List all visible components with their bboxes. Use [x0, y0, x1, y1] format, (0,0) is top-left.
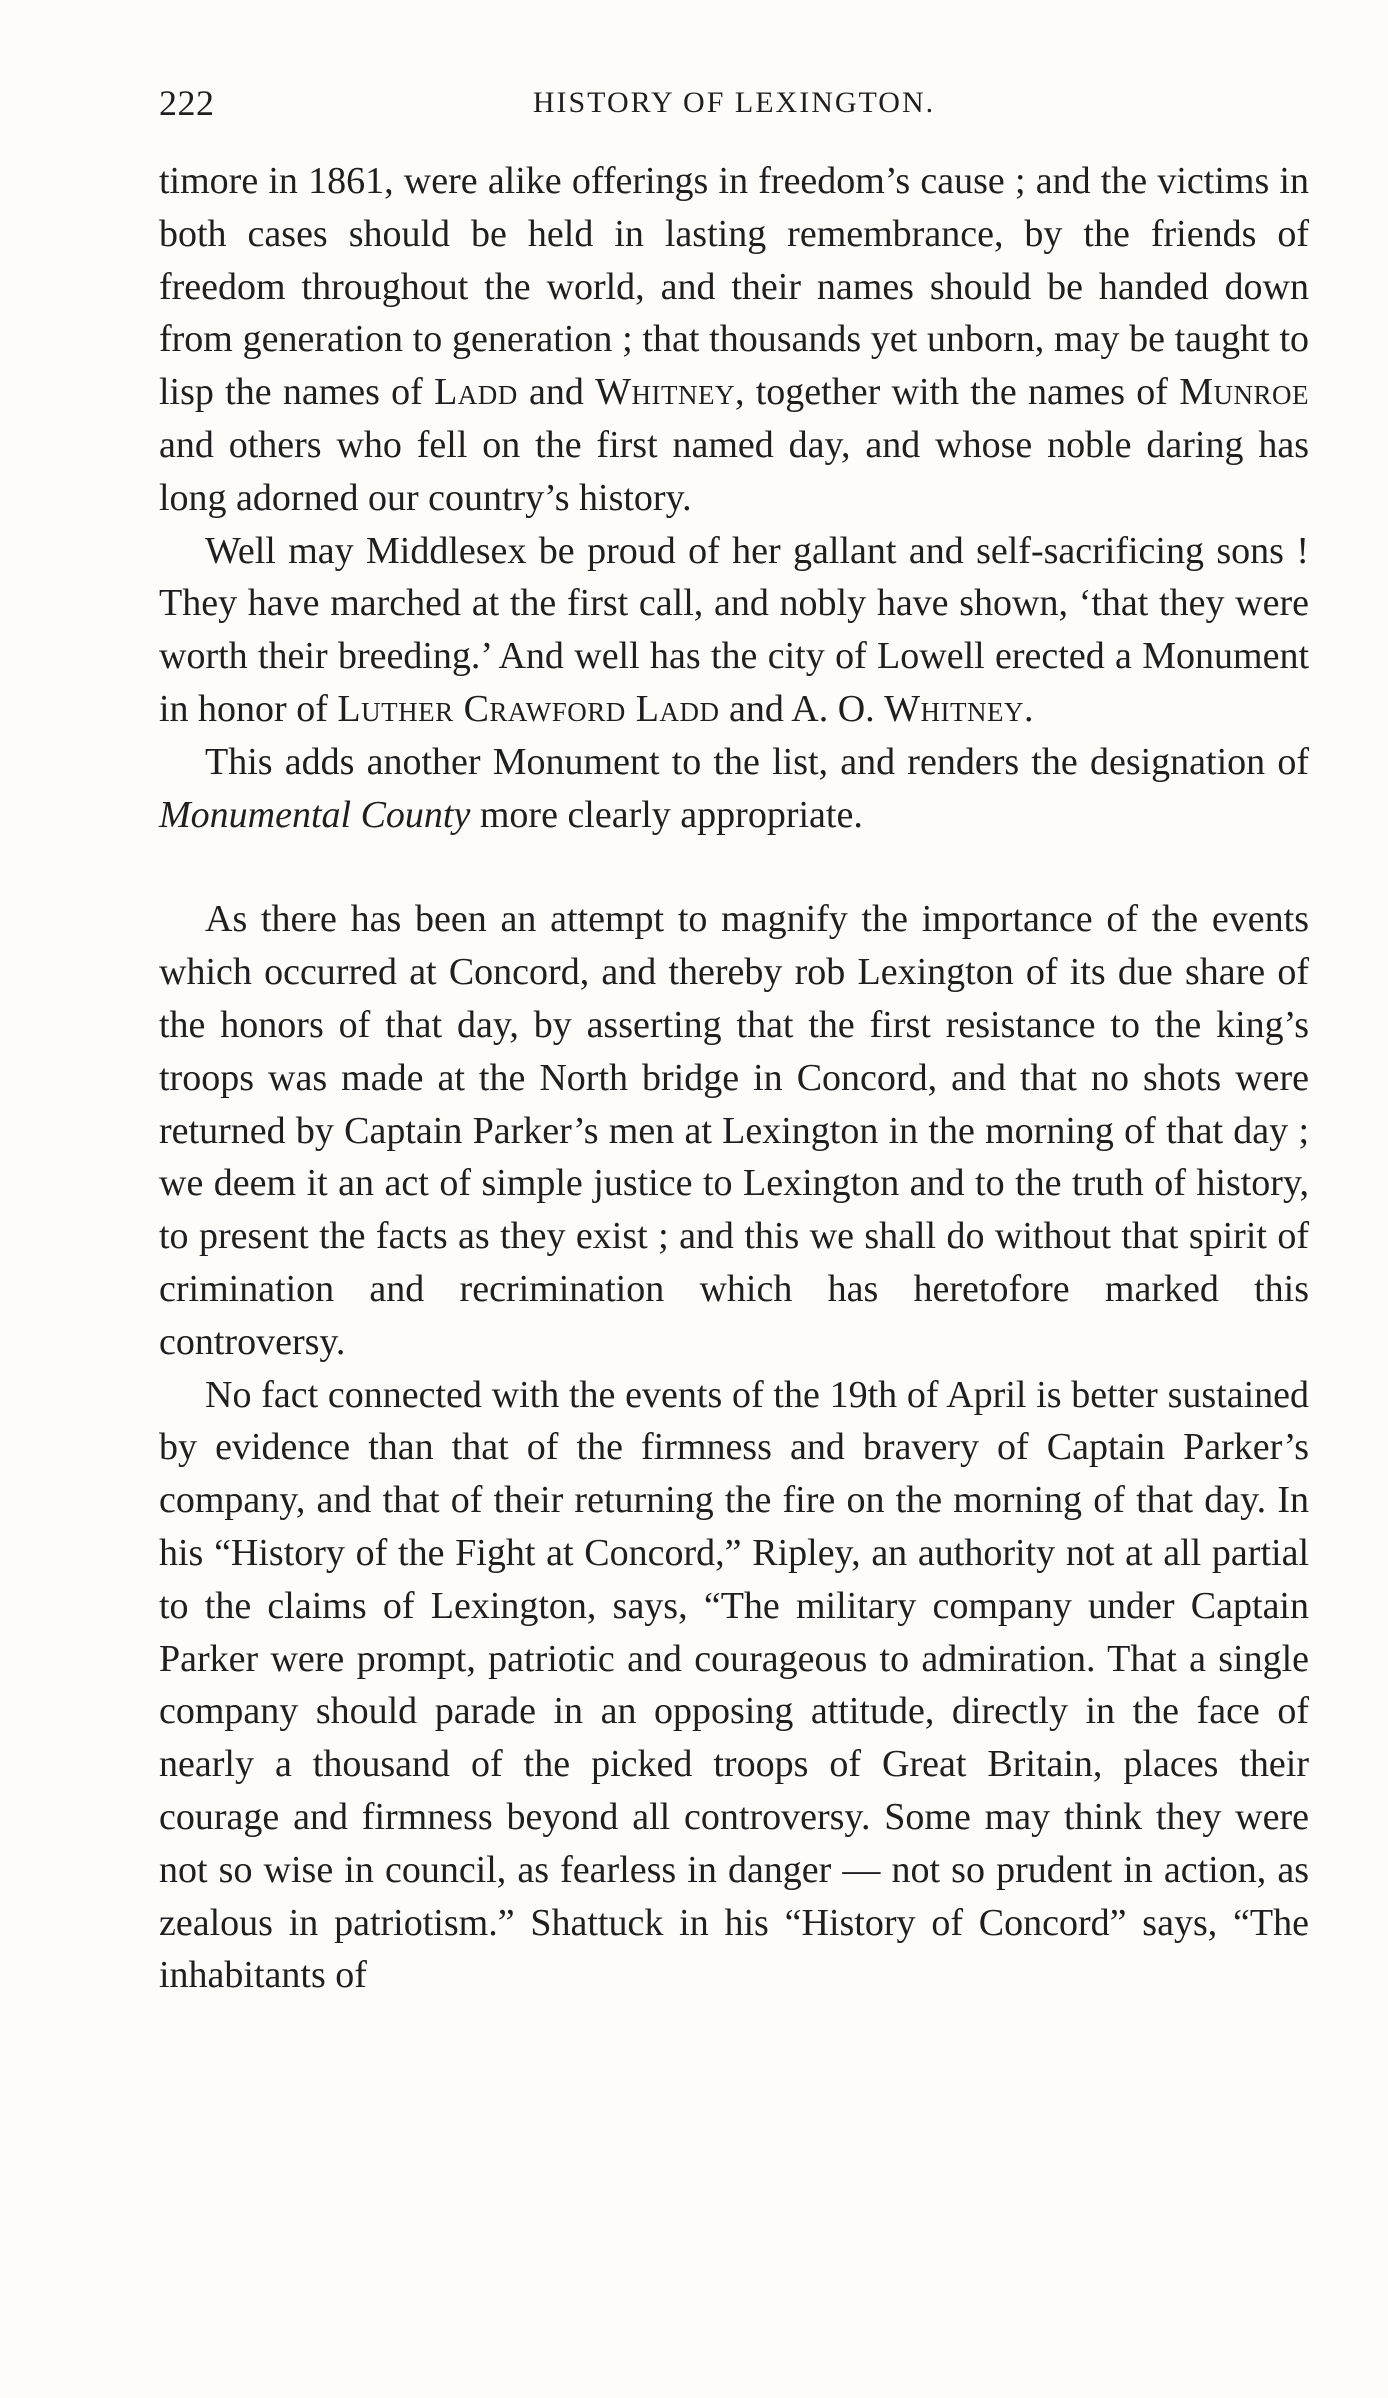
- text-run: .: [1023, 687, 1034, 730]
- text-run: timore in 1861, were alike offerings in freedom’s cause ; and the victims in both cases should be held in lasting remembrance, by the friends of freedom throughout the world, and their names should be handed down from generation to generation ; that thousands yet unborn, may be taught to lisp the names of: [159, 160, 1309, 414]
- running-title: HISTORY OF LEXINGTON.: [532, 86, 936, 119]
- paragraph-no-fact: No fact connected with the events of the 19th of April is better sustained by evidence than that of the firmness and bravery of Captain Parker’s company, and that of their returning the fire on the morning of that day. In his “History of the Fight at Concord,” Ripley, an authority not at all partial to the claims of Lexington, says, “The military company under Captain Parker were prompt, patriotic and courageous to admiration. That a single company should parade in an opposing attitude, directly in the face of nearly a thousand of the picked troops of Great Britain, places their courage and firmness beyond all controversy. Some may think they were not so wise in council, as fearless in danger — not so prudent in action, as zealous in patriotism.” Shattuck in his “History of Concord” says, “The inhabitants of: [159, 1373, 1309, 1997]
- text-run: This adds another Monument to the list, and renders the designation of: [205, 740, 1309, 783]
- paragraph-middlesex: [159, 525, 1309, 736]
- page-number: 222: [159, 83, 215, 123]
- paragraph-concord-attempt: As there has been an attempt to magnify the importance of the events which occurred at Concord, and thereby rob Lexington of its due share of the honors of that day, by asserting that the first resistance to the king’s troops was made at the North bridge in Concord, and that no shots were returned by Captain Parker’s men at Lexington in the morning of that day ; we deem it an act of simple justice to Lexington and to the truth of history, to present the facts as they exist ; and this we shall do without that spirit of crimination and recrimination which has heretofore marked this controversy.: [159, 898, 1309, 1363]
- name-munroe: Munroe: [1179, 371, 1310, 414]
- italic-monumental-county: Monumental County: [159, 793, 471, 836]
- text-run: Well may Middlesex be proud of her gallant and self-sacrificing sons ! They have marched at the first call, and nobly have shown, ‘that they were worth their breeding.’ And well has the city of Lowell erected a Monument in honor of: [159, 529, 1309, 730]
- body-text: [159, 155, 1309, 2002]
- text-run: more clearly appropriate.: [470, 793, 863, 836]
- text-run: , together with the names of: [735, 371, 1180, 414]
- paragraph-monument: [159, 736, 1309, 842]
- paragraph-continued: [159, 155, 1309, 525]
- name-ladd: Ladd: [434, 371, 518, 414]
- text-run: and others who fell on the first named day, and whose noble daring has long adorned our country’s history.: [159, 423, 1309, 519]
- running-head: [159, 82, 1309, 132]
- text-run: and A. O.: [719, 687, 885, 730]
- name-whitney: Whitney: [884, 687, 1024, 730]
- name-luther-crawford-ladd: Luther Crawford Ladd: [337, 687, 720, 730]
- name-whitney: Whitney: [595, 371, 735, 414]
- text-run: and: [517, 371, 596, 414]
